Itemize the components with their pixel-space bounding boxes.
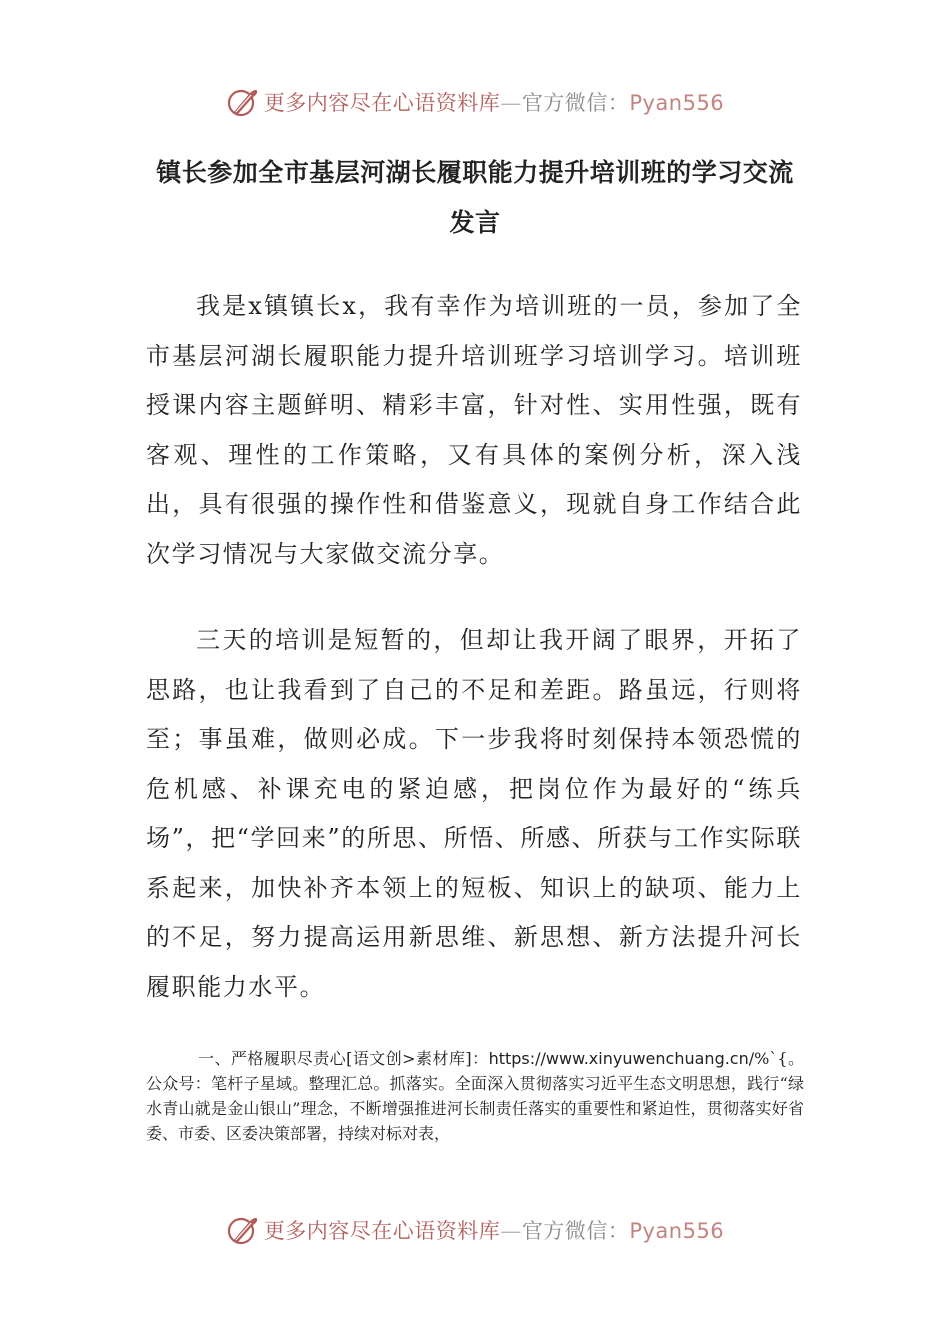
watermark-separator: — [500,1219,522,1243]
page-title: 镇长参加全市基层河湖长履职能力提升培训班的学习交流发言 [156,158,794,237]
watermark-banner-top [0,82,950,122]
note-lead: 一、严格履职尽责心[语文创>素材库]： [198,1049,489,1068]
watermark-wechat-label: 官方微信： [521,91,630,115]
watermark-wechat-id: Pyan556 [629,1219,725,1243]
quill-pen-icon [226,1213,260,1247]
body-paragraph-1: 我是x镇镇长x，我有幸作为培训班的一员，参加了全市基层河湖长履职能力提升培训班学习培训学习。培训班授课内容主题鲜明、精彩丰富，针对性、实用性强，既有客观、理性的工作策略，又有具体的案例分析，深入浅出，具有很强的操作性和借鉴意义，现就自身工作结合此次学习情况与大家做交流分享。 [146,292,802,568]
note-rest: %`{。公众号：笔杆子星域。整理汇总。抓落实。全面深入贯彻落实习近平生态文明思想，践行“绿水青山就是金山银山”理念，不断增强推进河长制责任落实的重要性和紧迫性，贯彻落实好省委、市委、区委决策部署，持续对标对表， [146,1049,804,1143]
body-paragraph-2: 三天的培训是短暂的，但却让我开阔了眼界，开拓了思路，也让我看到了自己的不足和差距。路虽远，行则将至；事虽难，做则必成。下一步我将时刻保持本领恐慌的危机感、补课充电的紧迫感，把岗位作为最好的“练兵场”，把“学回来”的所思、所悟、所感、所获与工作实际联系起来，加快补齐本领上的短板、知识上的缺项、能力上的不足，努力提高运用新思维、新思想、新方法提升河长履职能力水平。 [146,626,803,1001]
quill-pen-icon [226,85,260,119]
watermark-wechat-id: Pyan556 [629,91,725,115]
note-url-link[interactable]: https://www.xinyuwenchuang.cn/ [488,1049,755,1068]
watermark-separator: — [500,91,522,115]
watermark-wechat-label: 官方微信： [521,1219,630,1243]
watermark-title: 更多内容尽在心语资料库 [263,91,501,115]
note-paragraph [146,1046,804,1146]
watermark-banner-bottom [0,1210,950,1250]
watermark-title: 更多内容尽在心语资料库 [263,1219,501,1243]
